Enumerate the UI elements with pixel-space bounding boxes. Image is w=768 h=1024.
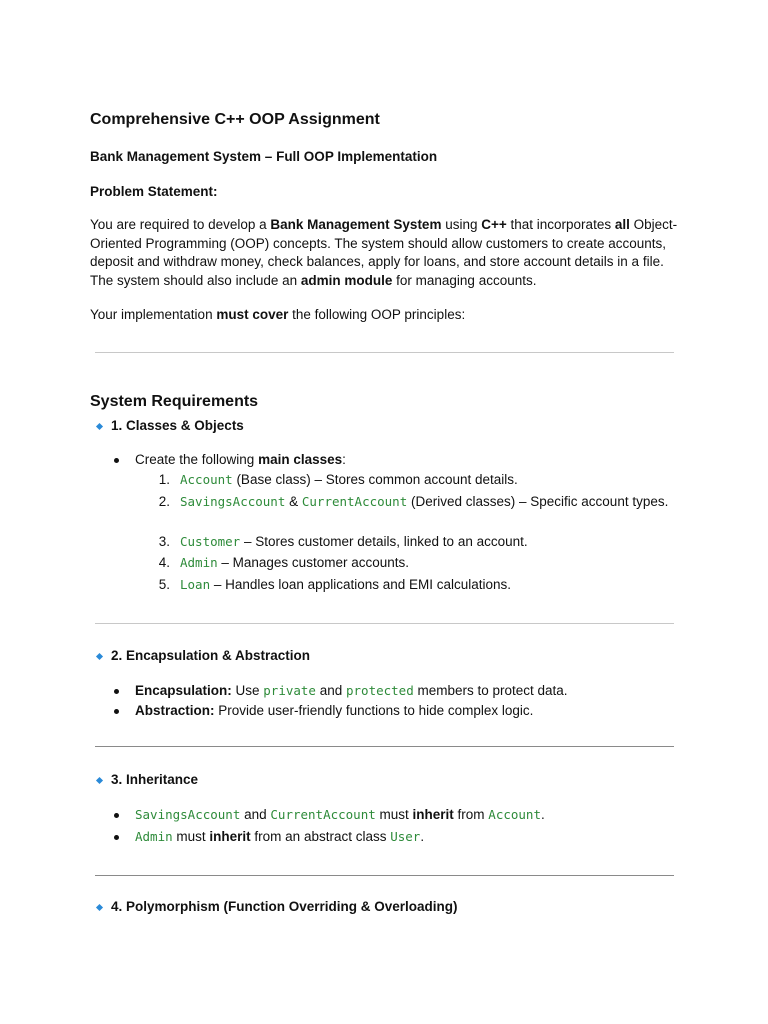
section-heading-classes-objects: 1. Classes & Objects: [96, 417, 244, 435]
divider: [95, 623, 674, 624]
diamond-bullet-icon: [96, 422, 103, 429]
divider: [95, 352, 674, 353]
document-title: Comprehensive C++ OOP Assignment: [90, 111, 380, 128]
bullet-dot-icon: [114, 709, 119, 714]
section-heading-inheritance: 3. Inheritance: [96, 771, 198, 789]
diamond-bullet-icon: [96, 903, 103, 910]
divider: [95, 746, 674, 747]
bullet-dot-icon: [114, 458, 119, 463]
coverage-paragraph: Your implementation must cover the following OOP principles:: [90, 307, 466, 322]
diamond-bullet-icon: [96, 652, 103, 659]
bullet-dot-icon: [114, 689, 119, 694]
diamond-bullet-icon: [96, 776, 103, 783]
bullet-dot-icon: [114, 813, 119, 818]
system-requirements-heading: System Requirements: [90, 393, 259, 411]
problem-statement-heading: Problem Statement:: [90, 184, 218, 199]
divider: [95, 875, 674, 876]
document-subtitle: Bank Management System – Full OOP Implementation: [90, 149, 438, 164]
bullet-dot-icon: [114, 835, 119, 840]
section-heading-polymorphism: 4. Polymorphism (Function Overriding & Overloading): [96, 898, 458, 916]
section-heading-encapsulation: 2. Encapsulation & Abstraction: [96, 647, 310, 665]
intro-paragraph: You are required to develop a Bank Management System using C++ that incorporates all Object-Oriented Programming (OOP) concepts. The system should allow customers to create accounts, deposit and withdraw money, check balances, apply for loans, and store account details in a file. The system should also include an admin module for managing accounts.: [90, 217, 678, 289]
